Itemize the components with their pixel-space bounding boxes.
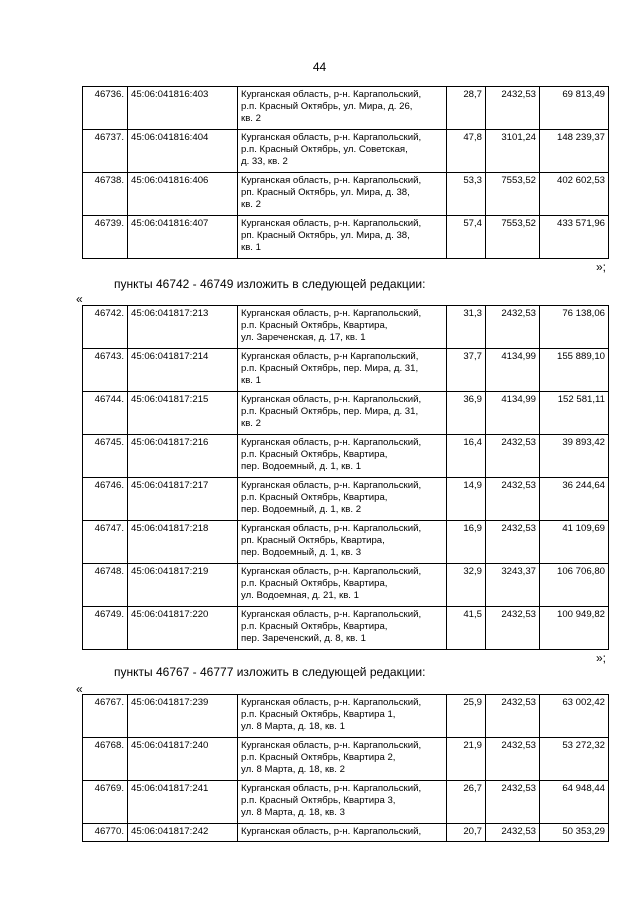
row-number-cell: 46768.	[83, 738, 128, 781]
address-cell: Курганская область, р-н. Каргапольский, р.п. Красный Октябрь, Квартира, пер. Водоемный, д. 1, кв. 2	[238, 478, 447, 521]
row-number-cell: 46743.	[83, 349, 128, 392]
area-cell: 47,8	[447, 130, 486, 173]
unit-price-cell: 2432,53	[486, 478, 540, 521]
cadastral-cost-cell: 69 813,49	[540, 87, 609, 130]
table-row	[83, 87, 609, 130]
row-number-cell: 46738.	[83, 173, 128, 216]
table-row	[83, 738, 609, 781]
unit-price-cell: 3243,37	[486, 564, 540, 607]
unit-price-cell: 2432,53	[486, 435, 540, 478]
row-number-cell: 46742.	[83, 306, 128, 349]
area-cell: 26,7	[447, 781, 486, 824]
cadastral-number-cell: 45:06:041817:219	[128, 564, 238, 607]
cadastral-cost-cell: 41 109,69	[540, 521, 609, 564]
address-cell: Курганская область, р-н. Каргапольский, рп. Красный Октябрь, ул. Мира, д. 38, кв. 1	[238, 216, 447, 259]
table-row	[83, 349, 609, 392]
cadastral-cost-cell: 64 948,44	[540, 781, 609, 824]
row-number-cell: 46746.	[83, 478, 128, 521]
table-row	[83, 306, 609, 349]
unit-price-cell: 2432,53	[486, 824, 540, 842]
row-number-cell: 46745.	[83, 435, 128, 478]
row-number-cell: 46767.	[83, 695, 128, 738]
address-cell: Курганская область, р-н. Каргапольский, р.п. Красный Октябрь, Квартира 3, ул. 8 Марта, д. 18, кв. 3	[238, 781, 447, 824]
unit-price-cell: 2432,53	[486, 87, 540, 130]
registry-table-3	[82, 694, 609, 842]
table-row	[83, 478, 609, 521]
opening-quote: «	[76, 292, 83, 306]
area-cell: 32,9	[447, 564, 486, 607]
unit-price-cell: 7553,52	[486, 173, 540, 216]
cadastral-cost-cell: 36 244,64	[540, 478, 609, 521]
cadastral-number-cell: 45:06:041817:214	[128, 349, 238, 392]
table-row	[83, 216, 609, 259]
area-cell: 21,9	[447, 738, 486, 781]
cadastral-number-cell: 45:06:041817:242	[128, 824, 238, 842]
address-cell: Курганская область, р-н. Каргапольский, р.п. Красный Октябрь, ул. Советская, д. 33, кв. 2	[238, 130, 447, 173]
cadastral-number-cell: 45:06:041816:404	[128, 130, 238, 173]
address-cell: Курганская область, р-н. Каргапольский, р.п. Красный Октябрь, пер. Мира, д. 31, кв. 2	[238, 392, 447, 435]
cadastral-number-cell: 45:06:041816:403	[128, 87, 238, 130]
area-cell: 57,4	[447, 216, 486, 259]
address-cell: Курганская область, р-н. Каргапольский, р.п. Красный Октябрь, Квартира, ул. Водоемная, д. 21, кв. 1	[238, 564, 447, 607]
address-cell: Курганская область, р-н. Каргапольский, рп. Красный Октябрь, ул. Мира, д. 38, кв. 2	[238, 173, 447, 216]
unit-price-cell: 4134,99	[486, 349, 540, 392]
table-row	[83, 392, 609, 435]
cadastral-number-cell: 45:06:041816:407	[128, 216, 238, 259]
unit-price-cell: 2432,53	[486, 738, 540, 781]
table-row	[83, 173, 609, 216]
table-row	[83, 695, 609, 738]
cadastral-number-cell: 45:06:041817:216	[128, 435, 238, 478]
area-cell: 20,7	[447, 824, 486, 842]
unit-price-cell: 2432,53	[486, 695, 540, 738]
cadastral-number-cell: 45:06:041817:240	[128, 738, 238, 781]
cadastral-number-cell: 45:06:041817:239	[128, 695, 238, 738]
table-row	[83, 564, 609, 607]
row-number-cell: 46739.	[83, 216, 128, 259]
cadastral-cost-cell: 53 272,32	[540, 738, 609, 781]
area-cell: 37,7	[447, 349, 486, 392]
area-cell: 16,4	[447, 435, 486, 478]
row-number-cell: 46737.	[83, 130, 128, 173]
cadastral-cost-cell: 50 353,29	[540, 824, 609, 842]
address-cell: Курганская область, р-н. Каргапольский, р.п. Красный Октябрь, Квартира, пер. Водоемный, д. 1, кв. 1	[238, 435, 447, 478]
address-cell: Курганская область, р-н. Каргапольский, р.п. Красный Октябрь, Квартира 2, ул. 8 Марта, д. 18, кв. 2	[238, 738, 447, 781]
row-number-cell: 46749.	[83, 607, 128, 650]
table-row	[83, 130, 609, 173]
address-cell: Курганская область, р-н. Каргапольский, р.п. Красный Октябрь, Квартира 1, ул. 8 Марта, д. 18, кв. 1	[238, 695, 447, 738]
address-cell: Курганская область, р-н. Каргапольский, рп. Красный Октябрь, Квартира, пер. Водоемный, д. 1, кв. 3	[238, 521, 447, 564]
row-number-cell: 46744.	[83, 392, 128, 435]
row-number-cell: 46736.	[83, 87, 128, 130]
table-row	[83, 521, 609, 564]
area-cell: 16,9	[447, 521, 486, 564]
area-cell: 53,3	[447, 173, 486, 216]
row-number-cell: 46770.	[83, 824, 128, 842]
cadastral-number-cell: 45:06:041816:406	[128, 173, 238, 216]
cadastral-cost-cell: 100 949,82	[540, 607, 609, 650]
unit-price-cell: 2432,53	[486, 781, 540, 824]
table-row	[83, 435, 609, 478]
opening-quote: «	[76, 682, 83, 696]
cadastral-number-cell: 45:06:041817:220	[128, 607, 238, 650]
closing-quote: »;	[596, 651, 607, 665]
cadastral-cost-cell: 106 706,80	[540, 564, 609, 607]
address-cell: Курганская область, р-н Каргапольский, р.п. Красный Октябрь, пер. Мира, д. 31, кв. 1	[238, 349, 447, 392]
row-number-cell: 46748.	[83, 564, 128, 607]
registry-table-1	[82, 86, 609, 259]
cadastral-cost-cell: 155 889,10	[540, 349, 609, 392]
cadastral-cost-cell: 148 239,37	[540, 130, 609, 173]
cadastral-cost-cell: 433 571,96	[540, 216, 609, 259]
address-cell: Курганская область, р-н. Каргапольский,	[238, 824, 447, 842]
row-number-cell: 46747.	[83, 521, 128, 564]
area-cell: 28,7	[447, 87, 486, 130]
cadastral-cost-cell: 152 581,11	[540, 392, 609, 435]
cadastral-number-cell: 45:06:041817:241	[128, 781, 238, 824]
amendment-instruction: пункты 46742 - 46749 изложить в следующей редакции:	[114, 277, 426, 291]
cadastral-cost-cell: 402 602,53	[540, 173, 609, 216]
unit-price-cell: 2432,53	[486, 306, 540, 349]
cadastral-number-cell: 45:06:041817:213	[128, 306, 238, 349]
address-cell: Курганская область, р-н. Каргапольский, р.п. Красный Октябрь, Квартира, ул. Зареченская, д. 17, кв. 1	[238, 306, 447, 349]
cadastral-cost-cell: 39 893,42	[540, 435, 609, 478]
unit-price-cell: 7553,52	[486, 216, 540, 259]
row-number-cell: 46769.	[83, 781, 128, 824]
registry-table-2	[82, 305, 609, 650]
table-row	[83, 607, 609, 650]
area-cell: 41,5	[447, 607, 486, 650]
area-cell: 14,9	[447, 478, 486, 521]
table-row	[83, 824, 609, 842]
cadastral-cost-cell: 76 138,06	[540, 306, 609, 349]
unit-price-cell: 2432,53	[486, 521, 540, 564]
area-cell: 25,9	[447, 695, 486, 738]
address-cell: Курганская область, р-н. Каргапольский, р.п. Красный Октябрь, Квартира, пер. Зареченский, д. 8, кв. 1	[238, 607, 447, 650]
area-cell: 36,9	[447, 392, 486, 435]
page-number: 44	[312, 60, 327, 74]
table-row	[83, 781, 609, 824]
cadastral-number-cell: 45:06:041817:218	[128, 521, 238, 564]
address-cell: Курганская область, р-н. Каргапольский, р.п. Красный Октябрь, ул. Мира, д. 26, кв. 2	[238, 87, 447, 130]
unit-price-cell: 2432,53	[486, 607, 540, 650]
cadastral-number-cell: 45:06:041817:217	[128, 478, 238, 521]
amendment-instruction: пункты 46767 - 46777 изложить в следующей редакции:	[114, 665, 426, 679]
closing-quote: »;	[596, 260, 607, 274]
area-cell: 31,3	[447, 306, 486, 349]
cadastral-number-cell: 45:06:041817:215	[128, 392, 238, 435]
cadastral-cost-cell: 63 002,42	[540, 695, 609, 738]
unit-price-cell: 4134,99	[486, 392, 540, 435]
unit-price-cell: 3101,24	[486, 130, 540, 173]
